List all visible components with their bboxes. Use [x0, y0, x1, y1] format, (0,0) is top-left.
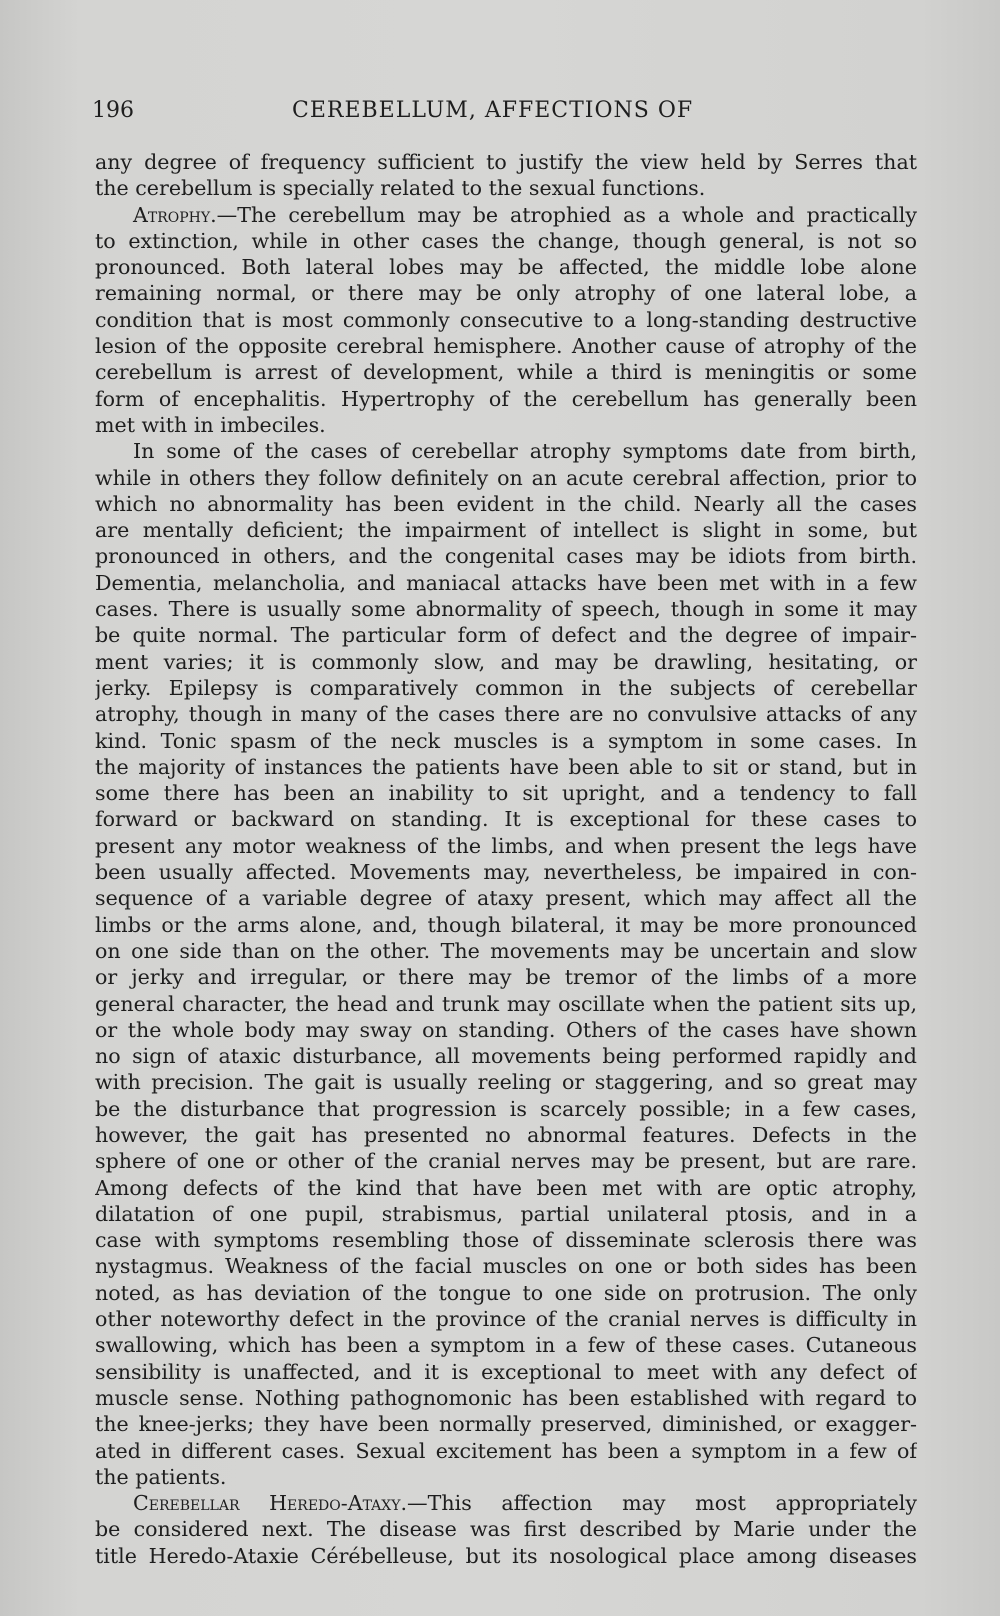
text-line: limbs or the arms alone, and, though bilateral, it may be more pronounced	[95, 912, 917, 937]
text-line: to extinction, while in other cases the change, though general, is not so	[95, 228, 917, 253]
text-line: condition that is most commonly consecutive to a long-standing destructive	[95, 307, 917, 332]
text-line: noted, as has deviation of the tongue to one side on protrusion. The only	[95, 1280, 917, 1305]
text-line: sequence of a variable degree of ataxy present, which may affect all the	[95, 886, 917, 911]
text-line: while in others they follow definitely on an acute cerebral affection, prior to	[95, 465, 917, 490]
text-line: with precision. The gait is usually reeling or staggering, and so great may	[95, 1070, 917, 1095]
text-line: or jerky and irregular, or there may be tremor of the limbs of a more	[95, 965, 917, 990]
text-line: the majority of instances the patients have been able to sit or stand, but in	[95, 754, 917, 779]
text-line: pronounced in others, and the congenital cases may be idiots from birth.	[95, 544, 917, 569]
text-line: sphere of one or other of the cranial nerves may be present, but are rare.	[95, 1149, 917, 1174]
page-number: 196	[92, 98, 134, 123]
text-line: muscle sense. Nothing pathognomonic has been established with regard to	[95, 1385, 917, 1410]
text-line: be quite normal. The particular form of defect and the degree of impair-	[95, 623, 917, 648]
text-line: case with symptoms resembling those of disseminate sclerosis there was	[95, 1228, 917, 1253]
text-line: or the whole body may sway on standing. Others of the cases have shown	[95, 1017, 917, 1042]
text-line: been usually affected. Movements may, nevertheless, be impaired in con-	[95, 860, 917, 885]
text-line: forward or backward on standing. It is exceptional for these cases to	[95, 807, 917, 832]
text-line: Among defects of the kind that have been met with are optic atrophy,	[95, 1175, 917, 1200]
text-line: other noteworthy defect in the province of the cranial nerves is difficulty in	[95, 1307, 917, 1332]
text-line: which no abnormality has been evident in the child. Nearly all the cases	[95, 491, 917, 516]
text-line: the patients.	[95, 1464, 227, 1489]
text-line: remaining normal, or there may be only atrophy of one lateral lobe, a	[95, 281, 917, 306]
page-header	[92, 98, 912, 132]
text-line: some there has been an inability to sit upright, and a tendency to fall	[95, 781, 917, 806]
running-head: CEREBELLUM, AFFECTIONS OF	[292, 98, 694, 123]
text-line: kind. Tonic spasm of the neck muscles is a symptom in some cases. In	[95, 728, 917, 753]
section-start-atrophy	[95, 202, 917, 228]
text-line: jerky. Epilepsy is comparatively common in the subjects of cerebellar	[95, 675, 917, 700]
text-line: cases. There is usually some abnormality of speech, though in some it may	[95, 597, 917, 622]
text-line: are mentally deficient; the impairment of intellect is slight in some, but	[95, 518, 917, 543]
text-line: —The cerebellum may be atrophied as a whole and practically	[216, 202, 917, 227]
text-line: In some of the cases of cerebellar atrophy symptoms date from birth,	[133, 439, 917, 464]
section-start-heredo-ataxy	[95, 1490, 917, 1516]
text-line: atrophy, though in many of the cases there are no convulsive attacks of any	[95, 702, 917, 727]
text-line: cerebellum is arrest of development, while a third is meningitis or some	[95, 360, 917, 385]
text-line: sensibility is unaffected, and it is exceptional to meet with any defect of	[95, 1359, 917, 1384]
body-text	[95, 149, 917, 1569]
text-line: met with in imbeciles.	[95, 412, 326, 437]
text-line: the cerebellum is specially related to the sexual functions.	[95, 176, 706, 201]
text-line: present any motor weakness of the limbs, and when present the legs have	[95, 833, 917, 858]
text-line: ated in different cases. Sexual excitement has been a symptom in a few of	[95, 1438, 917, 1463]
section-heading-heredo-ataxy: Cerebellar Heredo-Ataxy.	[133, 1491, 408, 1516]
section-heading-atrophy: Atrophy.	[133, 202, 217, 227]
text-line: form of encephalitis. Hypertrophy of the cerebellum has generally been	[95, 386, 917, 411]
text-line: on one side than on the other. The movements may be uncertain and slow	[95, 938, 917, 963]
text-line: swallowing, which has been a symptom in a few of these cases. Cutaneous	[95, 1333, 917, 1358]
text-line: pronounced. Both lateral lobes may be affected, the middle lobe alone	[95, 255, 917, 280]
text-line: no sign of ataxic disturbance, all movements being performed rapidly and	[95, 1044, 917, 1069]
text-line: the knee-jerks; they have been normally preserved, diminished, or exagger-	[95, 1412, 917, 1437]
text-line: nystagmus. Weakness of the facial muscles on one or both sides has been	[95, 1254, 917, 1279]
text-line: —This affection may most appropriately	[407, 1491, 917, 1516]
text-line: general character, the head and trunk may oscillate when the patient sits up,	[95, 991, 917, 1016]
text-line: however, the gait has presented no abnormal features. Defects in the	[95, 1122, 917, 1147]
text-line: dilatation of one pupil, strabismus, partial unilateral ptosis, and in a	[95, 1201, 917, 1226]
text-line: be considered next. The disease was first described by Marie under the	[95, 1517, 917, 1542]
text-line: ment varies; it is commonly slow, and may be drawling, hesitating, or	[95, 649, 917, 674]
text-line: any degree of frequency sufficient to justify the view held by Serres that	[95, 150, 917, 174]
text-line: title Heredo-Ataxie Cérébelleuse, but its nosological place among diseases	[95, 1543, 917, 1568]
text-line: lesion of the opposite cerebral hemisphere. Another cause of atrophy of the	[95, 334, 917, 359]
text-line: be the disturbance that progression is scarcely possible; in a few cases,	[95, 1096, 917, 1121]
text-line: Dementia, melancholia, and maniacal attacks have been met with in a few	[95, 570, 917, 595]
